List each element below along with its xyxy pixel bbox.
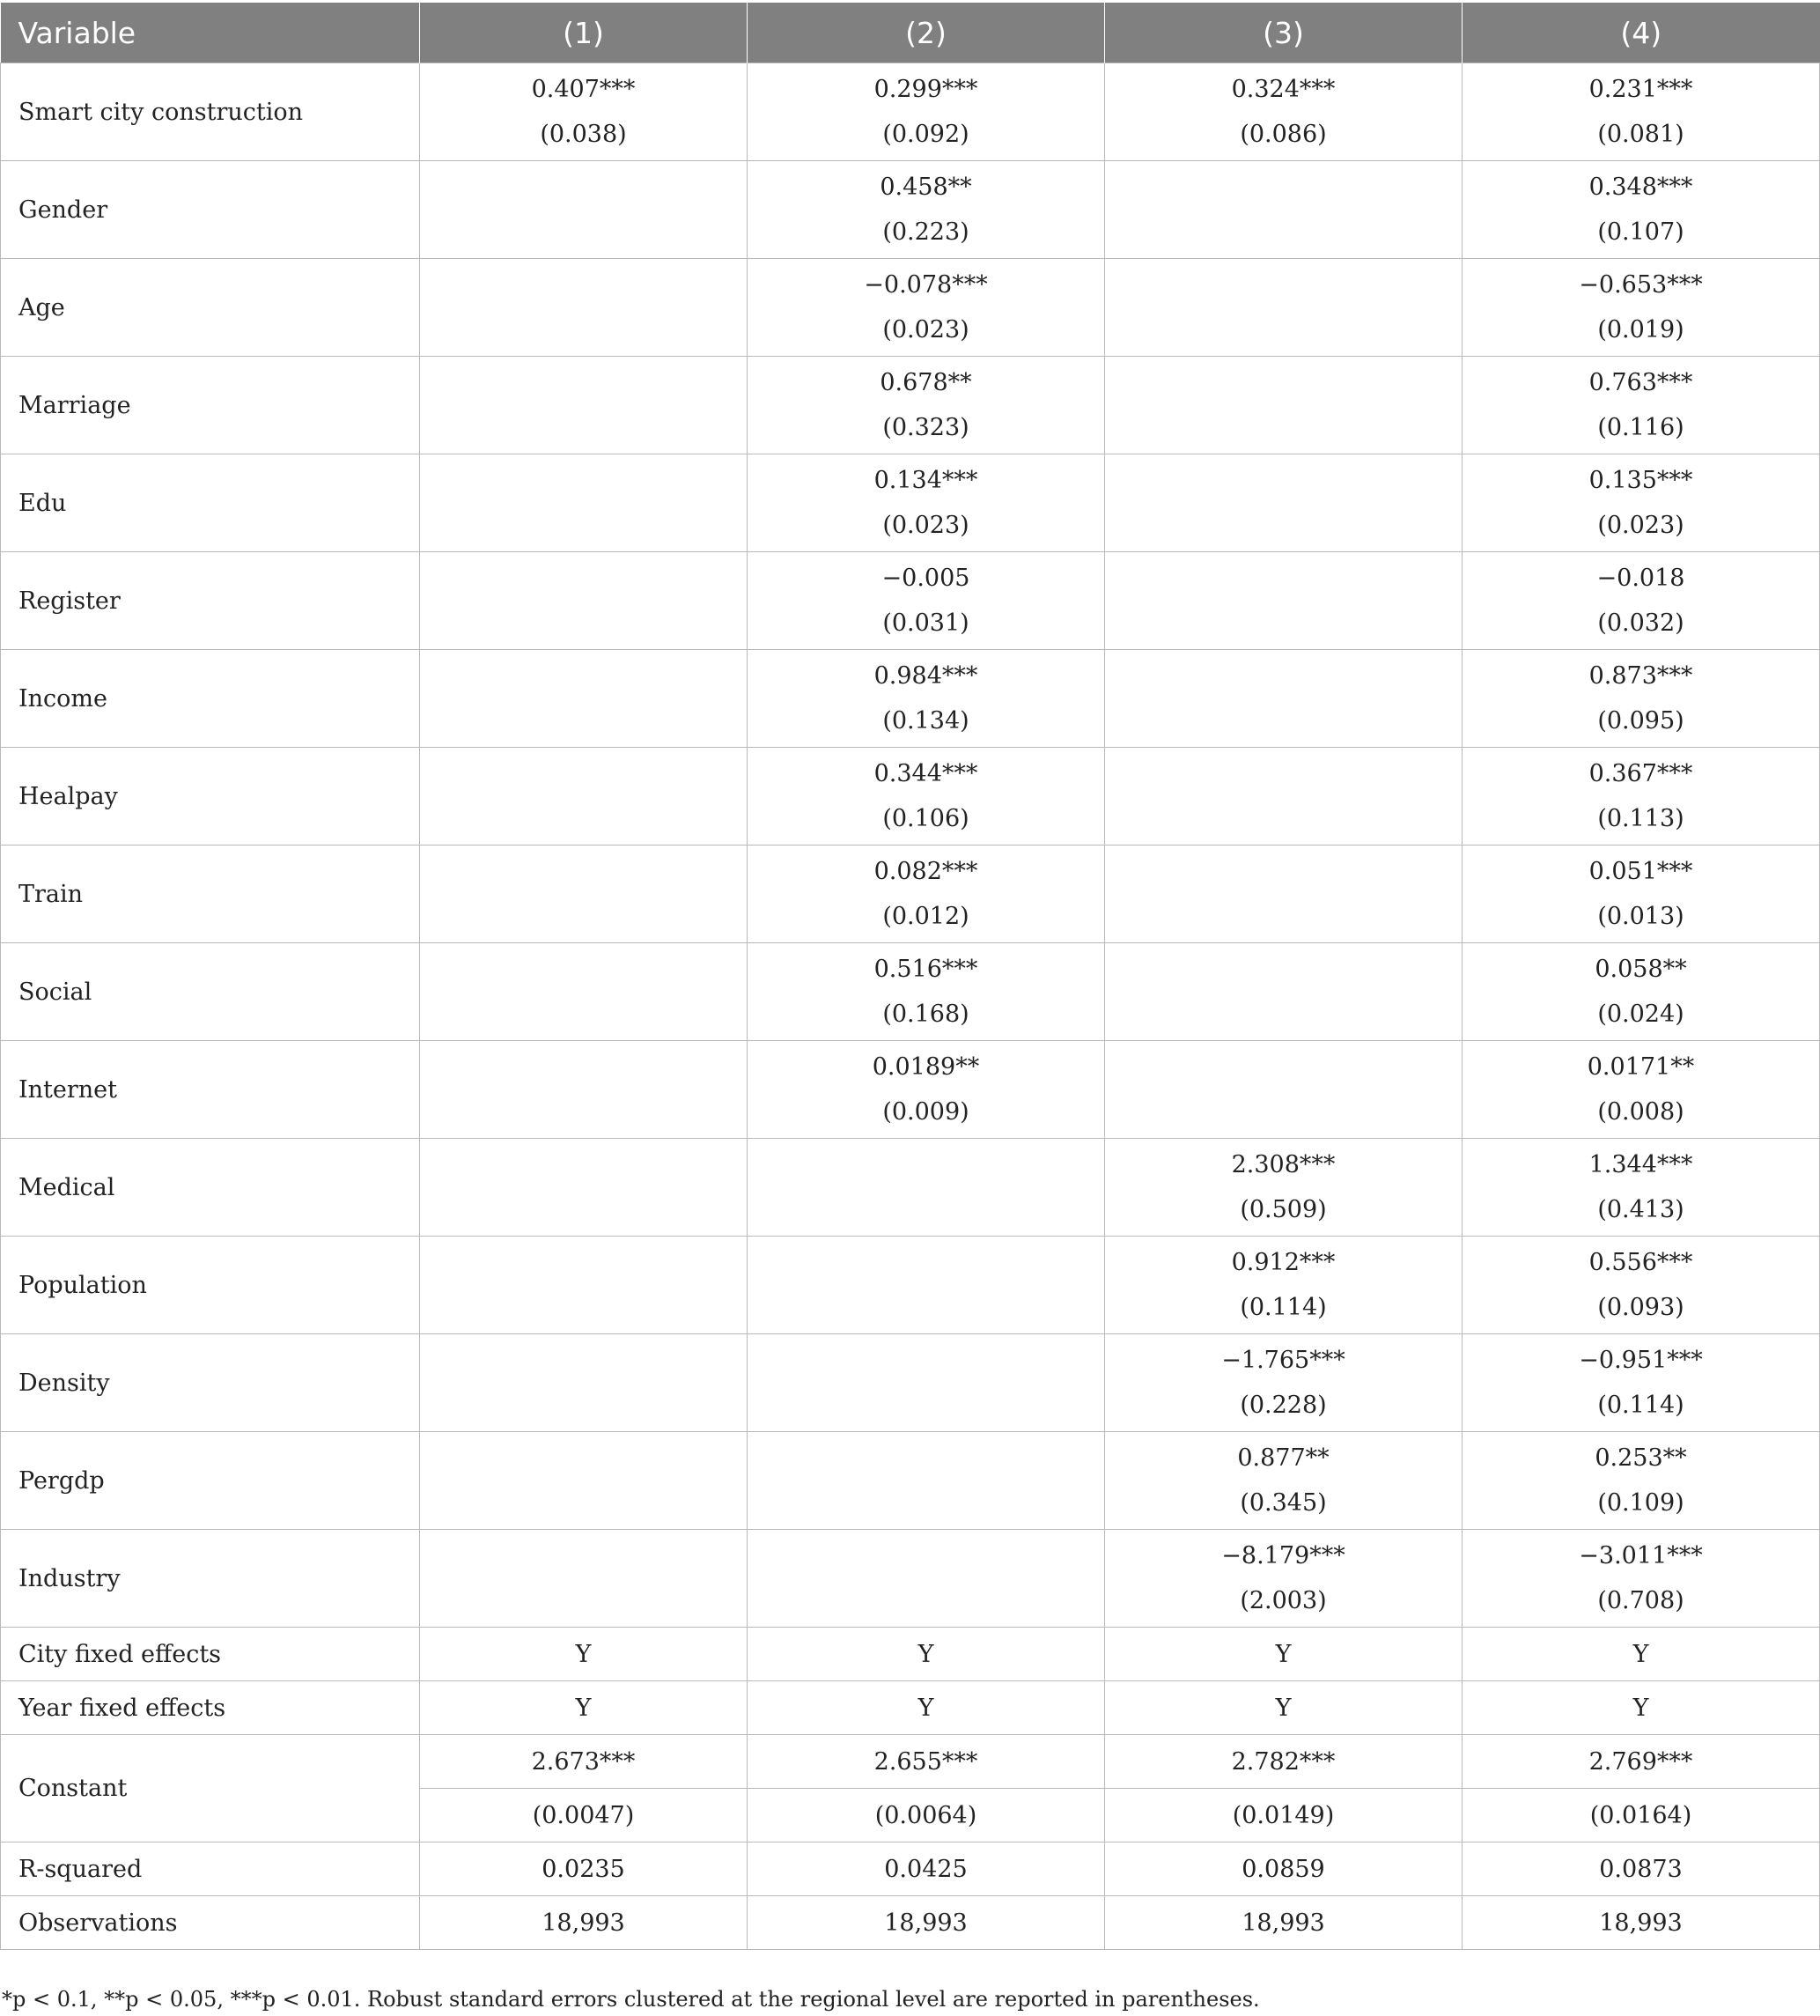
coefficient-value: 0.082*** bbox=[873, 858, 978, 885]
standard-error: (0.228) bbox=[1240, 1392, 1327, 1419]
variable-name: Register bbox=[1, 552, 420, 650]
coefficient-cell bbox=[420, 1041, 748, 1139]
coefficient-value: 0.678** bbox=[880, 369, 972, 396]
coefficient-cell bbox=[420, 552, 748, 650]
header-model-1: (1) bbox=[420, 3, 748, 63]
value-cell: Y bbox=[1105, 1628, 1463, 1681]
value-cell: Y bbox=[420, 1628, 748, 1681]
value-cell: Y bbox=[1105, 1681, 1463, 1735]
coefficient-value: 0.253** bbox=[1595, 1444, 1687, 1472]
value-cell: Y bbox=[1463, 1681, 1820, 1735]
variable-name: Train bbox=[1, 846, 420, 943]
coefficient-value: 0.135*** bbox=[1588, 467, 1693, 494]
standard-error: (0.095) bbox=[1597, 707, 1684, 735]
coefficient-cell bbox=[420, 63, 748, 161]
variable-name: Constant bbox=[1, 1735, 420, 1842]
standard-error: (0.114) bbox=[1597, 1392, 1684, 1419]
table-row bbox=[1, 1842, 1820, 1896]
standard-error: (0.032) bbox=[1597, 609, 1684, 637]
coefficient-cell bbox=[1463, 650, 1820, 748]
coefficient-value: 1.344*** bbox=[1588, 1151, 1693, 1178]
coefficient-cell bbox=[420, 1334, 748, 1432]
coefficient-cell bbox=[748, 357, 1105, 454]
coefficient-value: 0.984*** bbox=[873, 662, 978, 690]
table-row bbox=[1, 259, 1820, 357]
coefficient-value: 0.348*** bbox=[1588, 174, 1693, 201]
coefficient-value: 0.231*** bbox=[1588, 76, 1693, 103]
table-row bbox=[1, 63, 1820, 161]
coefficient-value: 0.877** bbox=[1237, 1444, 1330, 1472]
table-row bbox=[1, 1334, 1820, 1432]
coefficient-cell bbox=[420, 259, 748, 357]
coefficient-cell bbox=[1463, 357, 1820, 454]
coefficient-value: 0.556*** bbox=[1588, 1249, 1693, 1276]
coefficient-cell bbox=[1105, 1334, 1463, 1432]
table-row bbox=[1, 1735, 1820, 1789]
coefficient-value: −3.011*** bbox=[1579, 1542, 1703, 1569]
standard-error: (0.092) bbox=[882, 121, 969, 148]
coefficient-cell bbox=[1105, 63, 1463, 161]
table-row bbox=[1, 1432, 1820, 1530]
coefficient-value: 0.763*** bbox=[1588, 369, 1693, 396]
coefficient-cell bbox=[420, 748, 748, 846]
variable-name: Internet bbox=[1, 1041, 420, 1139]
coefficient-cell bbox=[1463, 1139, 1820, 1237]
variable-name: Observations bbox=[1, 1896, 420, 1950]
coefficient-cell bbox=[1105, 454, 1463, 552]
variable-name: Pergdp bbox=[1, 1432, 420, 1530]
standard-error: (0.023) bbox=[882, 512, 969, 539]
coefficient-value: −0.078*** bbox=[864, 271, 988, 299]
coefficient-value: 0.912*** bbox=[1231, 1249, 1336, 1276]
coefficient-value: −0.005 bbox=[881, 565, 970, 592]
value-cell: 18,993 bbox=[420, 1896, 748, 1950]
coefficient-value: 2.769*** bbox=[1463, 1735, 1820, 1789]
coefficient-cell bbox=[420, 943, 748, 1041]
standard-error: (0.0064) bbox=[748, 1789, 1105, 1842]
coefficient-cell bbox=[748, 846, 1105, 943]
value-cell: Y bbox=[748, 1628, 1105, 1681]
table-row bbox=[1, 1139, 1820, 1237]
variable-name: Social bbox=[1, 943, 420, 1041]
standard-error: (0.168) bbox=[882, 1001, 969, 1028]
standard-error: (0.019) bbox=[1597, 316, 1684, 343]
standard-error: (0.116) bbox=[1597, 414, 1684, 441]
table-row bbox=[1, 650, 1820, 748]
coefficient-value: 0.058** bbox=[1595, 956, 1687, 983]
table-footnote: *p < 0.1, **p < 0.05, ***p < 0.01. Robust standard errors clustered at the regional level are reported in parentheses. bbox=[2, 1987, 1260, 2012]
table-row bbox=[1, 1530, 1820, 1628]
coefficient-cell bbox=[748, 748, 1105, 846]
regression-table bbox=[0, 3, 1820, 1950]
table-row bbox=[1, 846, 1820, 943]
standard-error: (0.038) bbox=[540, 121, 627, 148]
variable-name: Edu bbox=[1, 454, 420, 552]
coefficient-cell bbox=[1463, 63, 1820, 161]
header-variable: Variable bbox=[1, 3, 420, 63]
table-row bbox=[1, 1237, 1820, 1334]
coefficient-cell bbox=[1463, 1334, 1820, 1432]
standard-error: (0.024) bbox=[1597, 1001, 1684, 1028]
standard-error: (0.114) bbox=[1240, 1294, 1327, 1321]
coefficient-cell bbox=[748, 1432, 1105, 1530]
table-row bbox=[1, 161, 1820, 259]
coefficient-cell bbox=[748, 63, 1105, 161]
value-cell: 18,993 bbox=[1463, 1896, 1820, 1950]
coefficient-value: −8.179*** bbox=[1221, 1542, 1345, 1569]
coefficient-value: 0.324*** bbox=[1231, 76, 1336, 103]
standard-error: (0.107) bbox=[1597, 218, 1684, 246]
standard-error: (0.031) bbox=[882, 609, 969, 637]
table-row bbox=[1, 748, 1820, 846]
standard-error: (0.345) bbox=[1240, 1489, 1327, 1517]
coefficient-cell bbox=[1463, 161, 1820, 259]
coefficient-cell bbox=[748, 1530, 1105, 1628]
coefficient-cell bbox=[748, 1237, 1105, 1334]
standard-error: (0.093) bbox=[1597, 1294, 1684, 1321]
coefficient-cell bbox=[748, 1334, 1105, 1432]
coefficient-cell bbox=[1463, 1237, 1820, 1334]
standard-error: (0.113) bbox=[1597, 805, 1684, 832]
coefficient-value: −0.653*** bbox=[1579, 271, 1703, 299]
coefficient-value: −1.765*** bbox=[1221, 1347, 1345, 1374]
coefficient-cell bbox=[1463, 943, 1820, 1041]
coefficient-cell bbox=[420, 1530, 748, 1628]
value-cell: 0.0859 bbox=[1105, 1842, 1463, 1896]
variable-name: Income bbox=[1, 650, 420, 748]
variable-name: Healpay bbox=[1, 748, 420, 846]
coefficient-cell bbox=[1105, 1432, 1463, 1530]
standard-error: (0.0164) bbox=[1463, 1789, 1820, 1842]
standard-error: (0.323) bbox=[882, 414, 969, 441]
header-model-4: (4) bbox=[1463, 3, 1820, 63]
standard-error: (0.0149) bbox=[1105, 1789, 1463, 1842]
coefficient-value: 0.458** bbox=[880, 174, 972, 201]
coefficient-value: 0.0171** bbox=[1587, 1053, 1695, 1081]
coefficient-cell bbox=[1463, 1041, 1820, 1139]
table-row bbox=[1, 552, 1820, 650]
coefficient-cell bbox=[1105, 1041, 1463, 1139]
coefficient-value: 2.655*** bbox=[748, 1735, 1105, 1789]
standard-error: (0.708) bbox=[1597, 1587, 1684, 1614]
coefficient-cell bbox=[748, 454, 1105, 552]
table-row bbox=[1, 1041, 1820, 1139]
table-row bbox=[1, 454, 1820, 552]
standard-error: (2.003) bbox=[1240, 1587, 1327, 1614]
coefficient-value: 0.407*** bbox=[531, 76, 636, 103]
value-cell: 0.0425 bbox=[748, 1842, 1105, 1896]
value-cell: Y bbox=[420, 1681, 748, 1735]
standard-error: (0.134) bbox=[882, 707, 969, 735]
coefficient-value: 0.367*** bbox=[1588, 760, 1693, 787]
coefficient-cell bbox=[748, 650, 1105, 748]
coefficient-cell bbox=[748, 1041, 1105, 1139]
coefficient-value: 0.134*** bbox=[873, 467, 978, 494]
variable-name: Smart city construction bbox=[1, 63, 420, 161]
coefficient-cell bbox=[1463, 1432, 1820, 1530]
value-cell: 0.0873 bbox=[1463, 1842, 1820, 1896]
header-model-2: (2) bbox=[748, 3, 1105, 63]
coefficient-cell bbox=[1463, 748, 1820, 846]
coefficient-cell bbox=[1105, 1530, 1463, 1628]
standard-error: (0.008) bbox=[1597, 1098, 1684, 1126]
standard-error: (0.012) bbox=[882, 903, 969, 930]
coefficient-cell bbox=[420, 650, 748, 748]
coefficient-cell bbox=[748, 259, 1105, 357]
coefficient-value: 2.308*** bbox=[1231, 1151, 1336, 1178]
coefficient-cell bbox=[1105, 161, 1463, 259]
table-body bbox=[1, 63, 1820, 1950]
coefficient-value: −0.018 bbox=[1596, 565, 1685, 592]
value-cell: Y bbox=[1463, 1628, 1820, 1681]
coefficient-value: 0.344*** bbox=[873, 760, 978, 787]
standard-error: (0.109) bbox=[1597, 1489, 1684, 1517]
variable-name: Gender bbox=[1, 161, 420, 259]
variable-name: Industry bbox=[1, 1530, 420, 1628]
coefficient-cell bbox=[748, 1139, 1105, 1237]
table-row bbox=[1, 1628, 1820, 1681]
standard-error: (0.413) bbox=[1597, 1196, 1684, 1223]
standard-error: (0.223) bbox=[882, 218, 969, 246]
standard-error: (0.023) bbox=[1597, 512, 1684, 539]
table-row bbox=[1, 943, 1820, 1041]
coefficient-cell bbox=[1463, 552, 1820, 650]
header-model-3: (3) bbox=[1105, 3, 1463, 63]
coefficient-value: 0.873*** bbox=[1588, 662, 1693, 690]
coefficient-cell bbox=[1105, 357, 1463, 454]
coefficient-cell bbox=[748, 161, 1105, 259]
standard-error: (0.081) bbox=[1597, 121, 1684, 148]
coefficient-cell bbox=[420, 1432, 748, 1530]
standard-error: (0.023) bbox=[882, 316, 969, 343]
coefficient-cell bbox=[1463, 259, 1820, 357]
coefficient-cell bbox=[1105, 1237, 1463, 1334]
table-row bbox=[1, 1681, 1820, 1735]
coefficient-value: 0.299*** bbox=[873, 76, 978, 103]
variable-name: R-squared bbox=[1, 1842, 420, 1896]
coefficient-cell bbox=[1463, 1530, 1820, 1628]
standard-error: (0.013) bbox=[1597, 903, 1684, 930]
variable-name: Density bbox=[1, 1334, 420, 1432]
coefficient-value: −0.951*** bbox=[1579, 1347, 1703, 1374]
coefficient-value: 2.782*** bbox=[1105, 1735, 1463, 1789]
coefficient-cell bbox=[1105, 552, 1463, 650]
variable-name: Age bbox=[1, 259, 420, 357]
coefficient-cell bbox=[1463, 454, 1820, 552]
header-row bbox=[1, 3, 1820, 63]
coefficient-cell bbox=[1105, 943, 1463, 1041]
variable-name: Marriage bbox=[1, 357, 420, 454]
coefficient-cell bbox=[420, 454, 748, 552]
coefficient-cell bbox=[420, 846, 748, 943]
standard-error: (0.086) bbox=[1240, 121, 1327, 148]
coefficient-cell bbox=[1105, 259, 1463, 357]
standard-error: (0.0047) bbox=[420, 1789, 748, 1842]
coefficient-value: 0.516*** bbox=[873, 956, 978, 983]
variable-name: City fixed effects bbox=[1, 1628, 420, 1681]
coefficient-value: 2.673*** bbox=[420, 1735, 748, 1789]
value-cell: Y bbox=[748, 1681, 1105, 1735]
standard-error: (0.106) bbox=[882, 805, 969, 832]
coefficient-cell bbox=[1105, 748, 1463, 846]
coefficient-cell bbox=[420, 357, 748, 454]
coefficient-value: 0.0189** bbox=[872, 1053, 980, 1081]
coefficient-cell bbox=[420, 161, 748, 259]
variable-name: Year fixed effects bbox=[1, 1681, 420, 1735]
coefficient-cell bbox=[420, 1237, 748, 1334]
variable-name: Medical bbox=[1, 1139, 420, 1237]
table-row bbox=[1, 357, 1820, 454]
coefficient-cell bbox=[1105, 650, 1463, 748]
value-cell: 18,993 bbox=[1105, 1896, 1463, 1950]
value-cell: 0.0235 bbox=[420, 1842, 748, 1896]
value-cell: 18,993 bbox=[748, 1896, 1105, 1950]
table-row bbox=[1, 1896, 1820, 1950]
standard-error: (0.009) bbox=[882, 1098, 969, 1126]
variable-name: Population bbox=[1, 1237, 420, 1334]
coefficient-cell bbox=[420, 1139, 748, 1237]
coefficient-cell bbox=[748, 943, 1105, 1041]
coefficient-cell bbox=[1105, 846, 1463, 943]
coefficient-cell bbox=[748, 552, 1105, 650]
standard-error: (0.509) bbox=[1240, 1196, 1327, 1223]
coefficient-value: 0.051*** bbox=[1588, 858, 1693, 885]
coefficient-cell bbox=[1463, 846, 1820, 943]
coefficient-cell bbox=[1105, 1139, 1463, 1237]
